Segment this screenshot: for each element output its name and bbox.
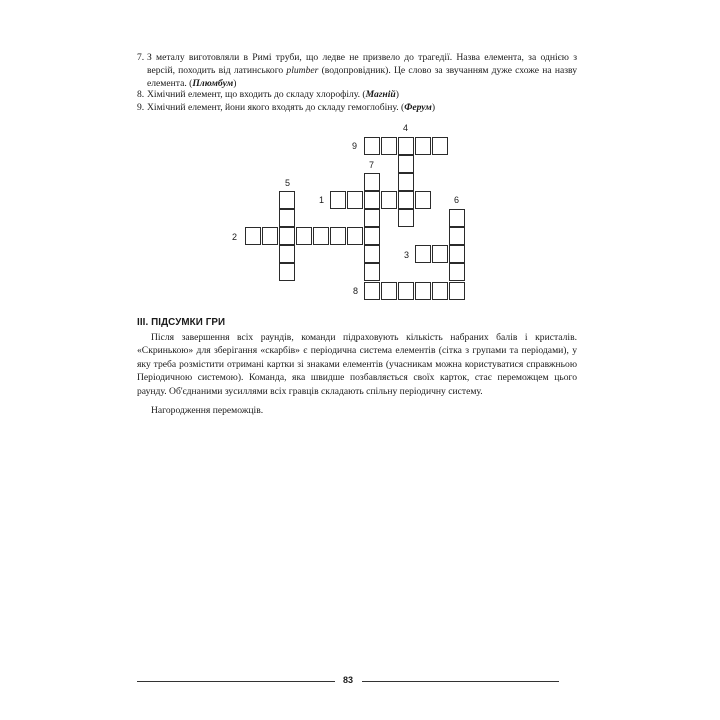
page-number: 83 [343, 675, 354, 685]
crossword-number-9: 9 [352, 141, 358, 151]
crossword-cell [347, 227, 363, 245]
crossword-cell [398, 155, 414, 173]
crossword-cell [364, 245, 380, 263]
crossword-cell [415, 245, 431, 263]
crossword-cell [330, 227, 346, 245]
crossword-cell [313, 227, 329, 245]
latin-word: plumber [286, 65, 319, 77]
crossword-cell [364, 227, 380, 245]
crossword-cell [262, 227, 278, 245]
crossword-cell [296, 227, 312, 245]
crossword-cell [330, 191, 346, 209]
question-text: Хімічний елемент, йони якого входять до складу гемоглобіну. (Ферум) [147, 102, 436, 113]
answer: Ферум [404, 102, 432, 113]
footer-rule-right [362, 681, 559, 682]
crossword-cell [449, 227, 465, 245]
crossword-cell [432, 245, 448, 263]
crossword-cell [364, 191, 380, 209]
crossword-cell [279, 227, 295, 245]
crossword-cell [381, 137, 397, 155]
paragraph: Після завершення всіх раундів, команди підраховують кількість набраних балів і кристалів. «Скринькою» для зберігання «скарбів» є періодична система елементів (сітка з групами та періодами), у яку треба розмістити отримані картки зі знаками елементів (учасникам можна користуватися справжньою Періодичною системою). Команда, яка швидше позбавляється своїх карток, стає переможцем цього раунду. Об'єднаними зусиллями всіх гравців складають спільну періодичну систему. [137, 332, 577, 397]
answer: Плюмбум [192, 78, 234, 90]
crossword-number-2: 2 [232, 232, 238, 242]
crossword-cell [364, 282, 380, 300]
crossword-cell [398, 191, 414, 209]
crossword-cell [449, 209, 465, 227]
crossword-cell [279, 191, 295, 209]
crossword-cell [415, 137, 431, 155]
crossword-cell [449, 263, 465, 281]
crossword-number-8: 8 [353, 286, 359, 296]
crossword-cell [364, 263, 380, 281]
crossword-cell [398, 282, 414, 300]
crossword-number-5: 5 [285, 178, 291, 188]
crossword-cell [364, 137, 380, 155]
crossword-cell [364, 173, 380, 191]
crossword-number-4: 4 [403, 123, 409, 133]
crossword-cell [415, 191, 431, 209]
question-text: Хімічний елемент, що входить до складу хлорофілу. (Магній) [147, 89, 399, 100]
crossword-cell [381, 282, 397, 300]
crossword-cell [245, 227, 261, 245]
crossword-cell [449, 282, 465, 300]
paragraph: Нагородження переможців. [151, 405, 264, 416]
answer: Магній [365, 89, 396, 100]
crossword-cell [364, 209, 380, 227]
question-number: 9. [137, 102, 145, 113]
question-number: 8. [137, 89, 145, 100]
section-title: ІІІ. ПІДСУМКИ ГРИ [137, 317, 226, 328]
crossword-number-3: 3 [404, 250, 410, 260]
crossword-cell [432, 282, 448, 300]
footer-rule-left [137, 681, 335, 682]
crossword-cell [432, 137, 448, 155]
crossword-cell [279, 245, 295, 263]
crossword-cell [398, 209, 414, 227]
crossword-cell [449, 245, 465, 263]
crossword-cell [398, 173, 414, 191]
crossword-cell [415, 282, 431, 300]
crossword-number-6: 6 [454, 195, 460, 205]
question-text: З металу виготовляли в Римі труби, що ледве не призвело до трагедії. Назва елемента, за однією з версій, походить від латинського plumber (водопровідник). Це слово за звучанням дуже схоже на назву елемента. (Плюмбум) [147, 52, 577, 90]
crossword-cell [398, 137, 414, 155]
crossword-cell [381, 191, 397, 209]
crossword-cell [347, 191, 363, 209]
crossword-number-7: 7 [369, 160, 375, 170]
question-number: 7. [137, 52, 145, 63]
crossword-cell [279, 209, 295, 227]
crossword-cell [279, 263, 295, 281]
crossword-number-1: 1 [319, 195, 325, 205]
